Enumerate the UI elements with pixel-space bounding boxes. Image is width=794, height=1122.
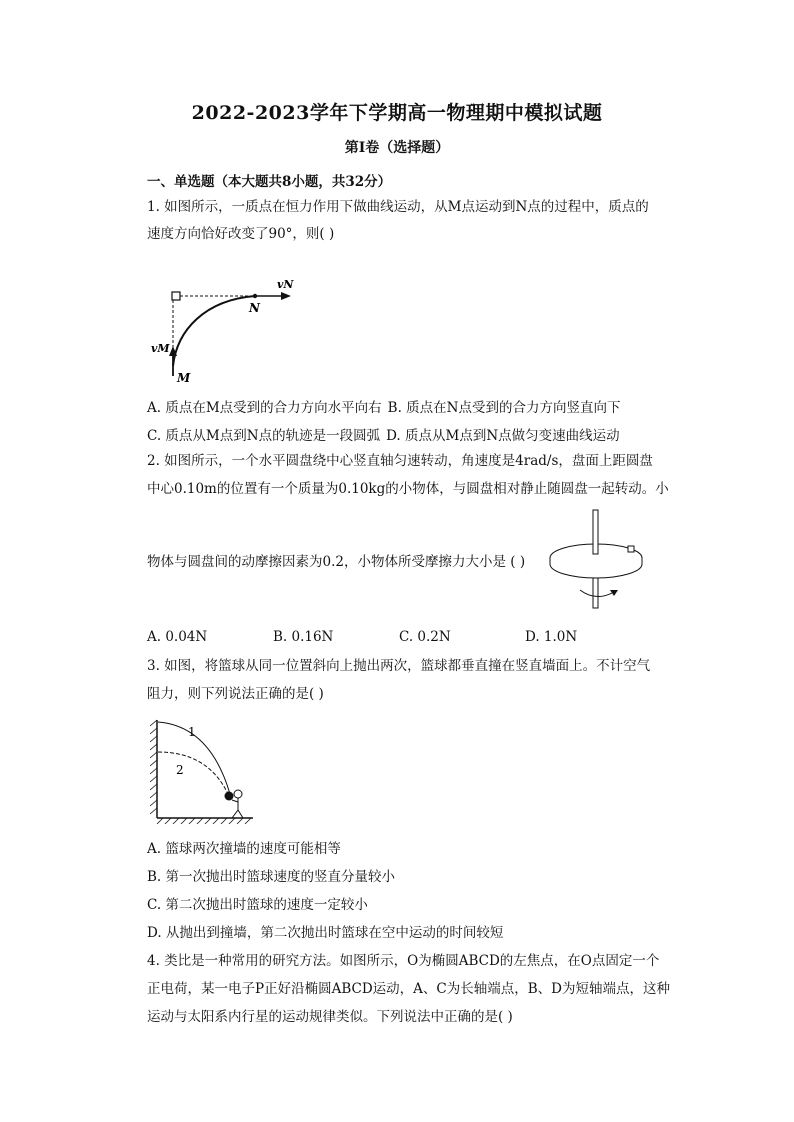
q3-basketball — [225, 792, 234, 801]
q1-option-b[interactable]: B. 质点在N点受到的合力方向竖直向下 — [387, 400, 621, 416]
q1-label-vN: vN — [277, 278, 294, 291]
q2-option-b[interactable]: B. 0.16N — [273, 629, 334, 645]
q1-vN-arrowhead — [281, 292, 291, 300]
q2-axle-bottom — [593, 578, 598, 608]
q3-wall-hatching — [150, 720, 157, 814]
q2-stem-line2: 中心0.10m的位置有一个质量为0.10kg的小物体，与圆盘相对静止随圆盘一起转动。小 — [147, 481, 669, 497]
q2-disk-figure — [548, 508, 658, 618]
q1-option-c[interactable]: C. 质点从M点到N点的轨迹是一段圆弧 — [147, 428, 381, 444]
q3-option-c[interactable]: C. 第二次抛出时篮球的速度一定较小 — [147, 897, 368, 913]
q2-option-a[interactable]: A. 0.04N — [147, 629, 208, 645]
q1-point-N — [253, 294, 257, 298]
q3-option-a[interactable]: A. 篮球两次撞墙的速度可能相等 — [147, 841, 341, 857]
q1-label-N: N — [249, 301, 260, 315]
q1-figure — [145, 270, 305, 388]
q4-stem-line1: 4. 类比是一种常用的研究方法。如图所示，O为椭圆ABCD的左焦点，在O点固定一个 — [147, 953, 660, 969]
q2-option-c[interactable]: C. 0.2N — [399, 629, 451, 645]
q2-axle-through — [593, 510, 598, 554]
q2-option-d[interactable]: D. 1.0N — [525, 629, 578, 645]
q2-small-block — [628, 546, 634, 552]
q3-label-2: 2 — [176, 763, 184, 777]
q1-stem-line2: 速度方向恰好改变了90°，则( ) — [147, 226, 335, 242]
q3-basketball-figure — [148, 714, 258, 829]
section-heading: 一、单选题（本大题共8小题，共32分） — [147, 174, 392, 190]
q2-stem-line3: 物体与圆盘间的动摩擦因素为0.2，小物体所受摩擦力大小是 ( ) — [147, 554, 526, 570]
exam-title: 2022-2023学年下学期高一物理期中模拟试题 — [191, 102, 603, 124]
q1-label-vM: vM — [151, 342, 170, 355]
q3-trajectory-2 — [158, 752, 228, 794]
q1-trajectory-curve — [173, 296, 255, 366]
q3-stem-line2: 阻力，则下列说法正确的是( ) — [147, 686, 324, 702]
q1-right-angle-marker — [172, 292, 180, 300]
q3-thrower-head — [234, 790, 242, 798]
q4-stem-line2: 正电荷，某一电子P正好沿椭圆ABCD运动，A、C为长轴端点，B、D为短轴端点，这种 — [147, 981, 670, 997]
q1-options-row2 — [147, 424, 620, 444]
q1-stem-line1: 1. 如图所示，一质点在恒力作用下做曲线运动，从M点运动到N点的过程中，质点的 — [147, 199, 649, 215]
q3-label-1: 1 — [188, 725, 196, 739]
q1-option-d[interactable]: D. 质点从M点到N点做匀变速曲线运动 — [386, 428, 620, 444]
q3-stem-line1: 3. 如图，将篮球从同一位置斜向上抛出两次，篮球都垂直撞在竖直墙面上。不计空气 — [147, 658, 651, 674]
q3-option-b[interactable]: B. 第一次抛出时篮球速度的竖直分量较小 — [147, 869, 396, 885]
q1-options-row1 — [147, 396, 620, 416]
q3-floor-hatching — [157, 818, 251, 824]
q2-options — [147, 629, 577, 645]
q2-disk-edge — [550, 558, 642, 578]
q1-label-M: M — [177, 371, 191, 385]
q4-stem-line3: 运动与太阳系内行星的运动规律类似。下列说法中正确的是( ) — [147, 1009, 513, 1025]
q2-stem-line1: 2. 如图所示，一个水平圆盘绕中心竖直轴匀速转动，角速度是4rad/s，盘面上距圆盘 — [147, 453, 653, 469]
q3-thrower-body — [232, 798, 243, 818]
q1-option-a[interactable]: A. 质点在M点受到的合力方向水平向右 — [147, 400, 382, 416]
q3-option-d[interactable]: D. 从抛出到撞墙，第二次抛出时篮球在空中运动的时间较短 — [147, 925, 504, 941]
volume-subtitle: 第I卷（选择题） — [344, 140, 450, 156]
